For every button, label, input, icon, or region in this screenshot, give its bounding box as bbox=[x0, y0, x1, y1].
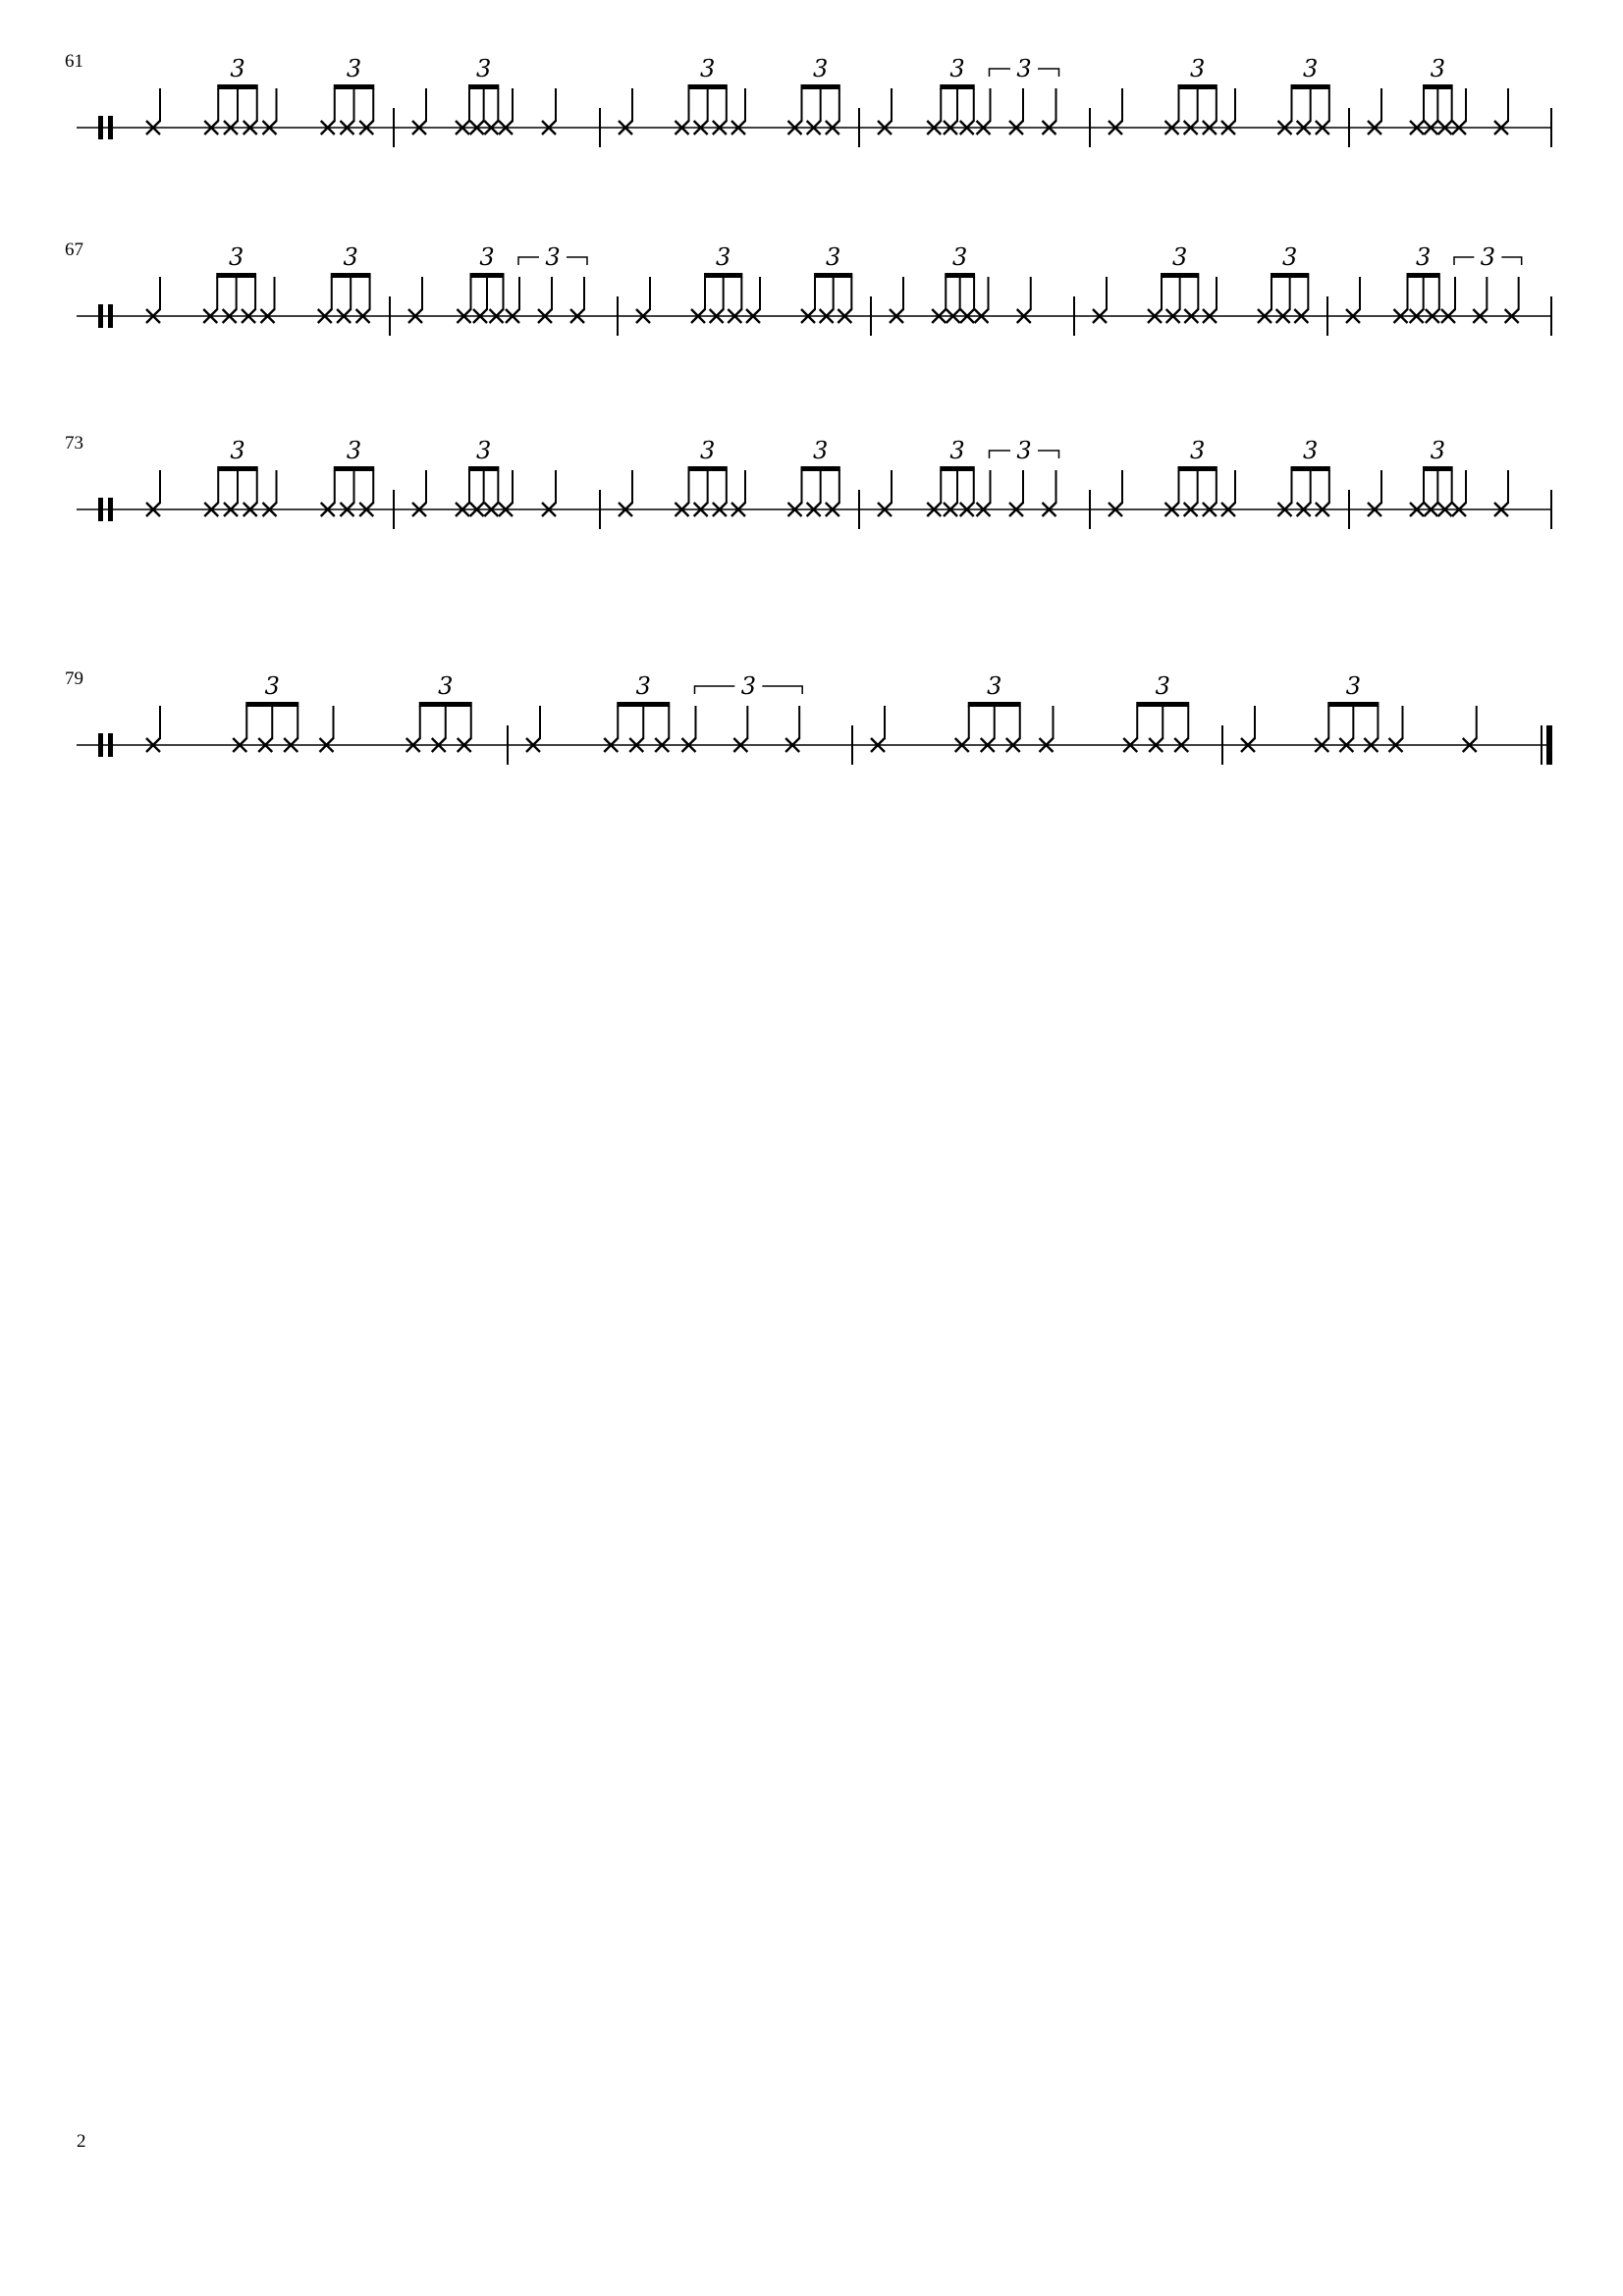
percussion-clef bbox=[108, 116, 113, 139]
measure bbox=[890, 243, 1031, 323]
beam bbox=[334, 84, 375, 89]
beam bbox=[216, 273, 256, 278]
tuplet-number: 3 bbox=[700, 437, 716, 464]
beam bbox=[1423, 84, 1453, 89]
tuplet-number: 3 bbox=[438, 672, 454, 700]
measure bbox=[878, 437, 1059, 516]
tuplet-number: 3 bbox=[346, 55, 362, 82]
beam bbox=[1291, 84, 1330, 89]
measure bbox=[408, 243, 587, 323]
tuplet-number: 3 bbox=[987, 672, 1002, 700]
tuplet-number: 3 bbox=[1190, 55, 1206, 82]
percussion-clef bbox=[98, 498, 103, 521]
percussion-clef bbox=[98, 116, 103, 139]
beam bbox=[419, 702, 472, 707]
tuplet-number: 3 bbox=[343, 243, 358, 271]
tuplet-number: 3 bbox=[1480, 243, 1495, 271]
tuplet-number: 3 bbox=[1303, 437, 1319, 464]
beam bbox=[1178, 466, 1217, 471]
measure bbox=[1368, 437, 1508, 516]
measure bbox=[146, 437, 374, 516]
beam bbox=[217, 466, 258, 471]
music-systems bbox=[65, 51, 1552, 765]
measure bbox=[412, 437, 556, 516]
beam bbox=[617, 702, 670, 707]
measure-number: 61 bbox=[65, 51, 83, 72]
tuplet-number: 3 bbox=[479, 243, 495, 271]
final-barline bbox=[1546, 725, 1552, 765]
percussion-clef bbox=[108, 733, 113, 757]
measure bbox=[1109, 437, 1330, 516]
measure bbox=[619, 437, 840, 516]
beam bbox=[468, 84, 499, 89]
tuplet-bracket bbox=[990, 451, 1011, 458]
system-79 bbox=[65, 668, 1552, 765]
tuplet-number: 3 bbox=[740, 672, 756, 700]
beam bbox=[1291, 466, 1330, 471]
tuplet-bracket bbox=[1454, 257, 1474, 265]
tuplet-number: 3 bbox=[476, 55, 492, 82]
tuplet-number: 3 bbox=[716, 243, 731, 271]
beam bbox=[968, 702, 1021, 707]
measure bbox=[619, 55, 840, 134]
tuplet-number: 3 bbox=[826, 243, 841, 271]
tuplet-number: 3 bbox=[1282, 243, 1298, 271]
tuplet-bracket bbox=[1038, 69, 1059, 77]
tuplet-bracket bbox=[762, 686, 802, 694]
measure bbox=[1346, 243, 1522, 323]
beam bbox=[468, 466, 499, 471]
beam bbox=[1271, 273, 1309, 278]
measure bbox=[146, 55, 374, 134]
tuplet-number: 3 bbox=[1016, 55, 1032, 82]
percussion-clef bbox=[98, 733, 103, 757]
measure bbox=[871, 672, 1189, 752]
beam bbox=[940, 466, 975, 471]
tuplet-number: 3 bbox=[1345, 672, 1361, 700]
measure-number: 67 bbox=[65, 240, 83, 260]
beam bbox=[688, 466, 728, 471]
tuplet-number: 3 bbox=[1303, 55, 1319, 82]
measure bbox=[412, 55, 556, 134]
beam bbox=[331, 273, 371, 278]
tuplet-number: 3 bbox=[1416, 243, 1432, 271]
tuplet-number: 3 bbox=[230, 55, 245, 82]
beam bbox=[470, 273, 505, 278]
beam bbox=[814, 273, 852, 278]
tuplet-number: 3 bbox=[346, 437, 362, 464]
measure bbox=[1093, 243, 1309, 323]
beam bbox=[1423, 466, 1453, 471]
tuplet-number: 3 bbox=[1172, 243, 1188, 271]
measure-number: 79 bbox=[65, 668, 83, 689]
tuplet-number: 3 bbox=[1430, 437, 1445, 464]
measure bbox=[1241, 672, 1477, 752]
percussion-clef bbox=[98, 304, 103, 328]
tuplet-number: 3 bbox=[1016, 437, 1032, 464]
tuplet-number: 3 bbox=[545, 243, 561, 271]
measure bbox=[146, 243, 371, 323]
tuplet-number: 3 bbox=[952, 243, 968, 271]
tuplet-bracket bbox=[567, 257, 587, 265]
measure bbox=[146, 672, 472, 752]
tuplet-number: 3 bbox=[1190, 437, 1206, 464]
system-73 bbox=[65, 433, 1551, 529]
page-number: 2 bbox=[77, 2131, 86, 2152]
beam bbox=[1161, 273, 1199, 278]
beam bbox=[245, 702, 298, 707]
tuplet-number: 3 bbox=[949, 55, 965, 82]
tuplet-number: 3 bbox=[476, 437, 492, 464]
measure bbox=[1368, 55, 1508, 134]
beam bbox=[1407, 273, 1440, 278]
tuplet-number: 3 bbox=[700, 55, 716, 82]
beam bbox=[334, 466, 375, 471]
measure bbox=[526, 672, 802, 752]
measure bbox=[636, 243, 852, 323]
tuplet-number: 3 bbox=[264, 672, 280, 700]
tuplet-bracket bbox=[518, 257, 539, 265]
beam bbox=[217, 84, 258, 89]
measure bbox=[1109, 55, 1330, 134]
tuplet-number: 3 bbox=[1430, 55, 1445, 82]
tuplet-bracket bbox=[990, 69, 1011, 77]
tuplet-bracket bbox=[695, 686, 735, 694]
tuplet-number: 3 bbox=[229, 243, 244, 271]
beam bbox=[1178, 84, 1217, 89]
beam bbox=[801, 84, 840, 89]
tuplet-number: 3 bbox=[813, 437, 829, 464]
tuplet-number: 3 bbox=[635, 672, 651, 700]
beam bbox=[801, 466, 840, 471]
tuplet-number: 3 bbox=[813, 55, 829, 82]
beam bbox=[688, 84, 728, 89]
beam bbox=[940, 84, 975, 89]
beam bbox=[1327, 702, 1379, 707]
tuplet-bracket bbox=[1501, 257, 1521, 265]
beam bbox=[1136, 702, 1189, 707]
tuplet-bracket bbox=[1038, 451, 1059, 458]
system-67 bbox=[65, 240, 1551, 336]
tuplet-number: 3 bbox=[1155, 672, 1170, 700]
percussion-clef bbox=[108, 498, 113, 521]
system-61 bbox=[65, 51, 1551, 147]
measure bbox=[878, 55, 1059, 134]
percussion-clef bbox=[108, 304, 113, 328]
measure-number: 73 bbox=[65, 433, 83, 454]
beam bbox=[945, 273, 975, 278]
beam bbox=[704, 273, 742, 278]
tuplet-number: 3 bbox=[949, 437, 965, 464]
tuplet-number: 3 bbox=[230, 437, 245, 464]
